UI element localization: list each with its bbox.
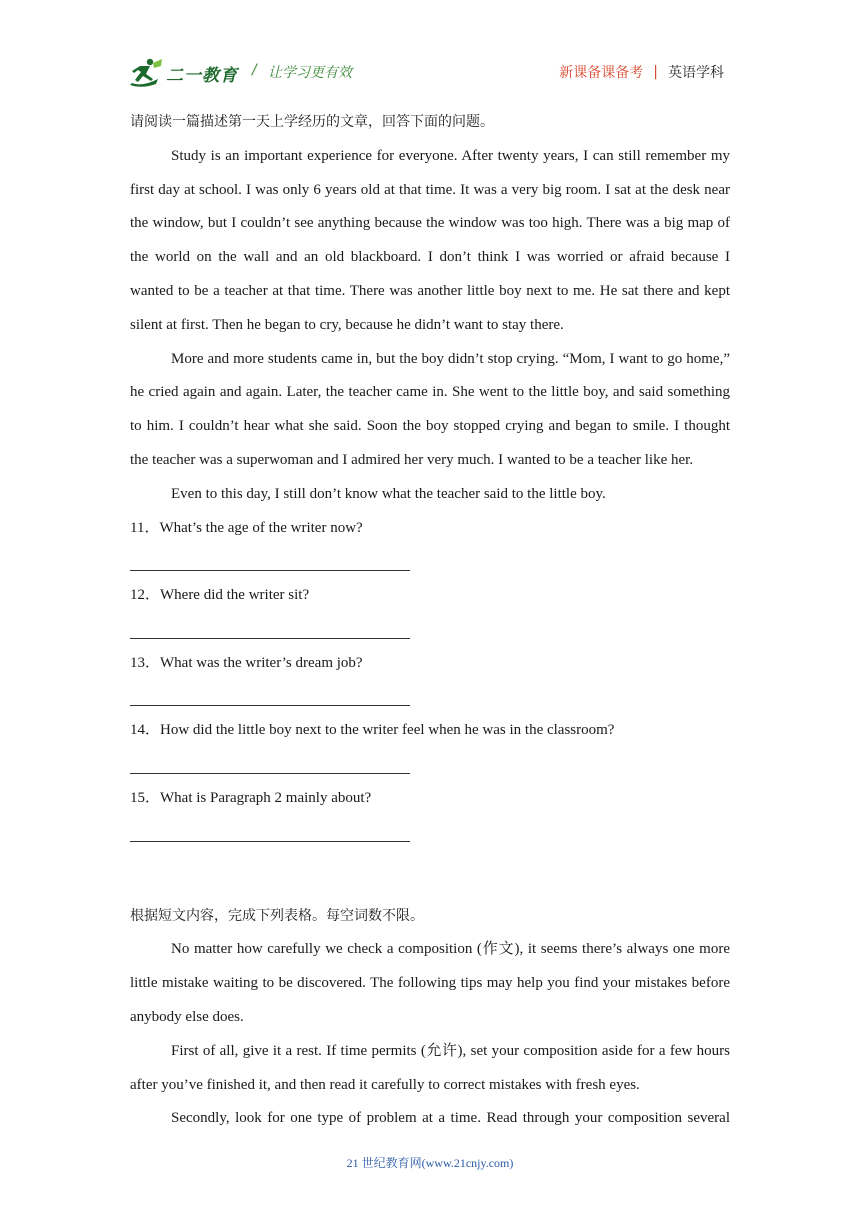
passage-line: No matter how carefully we check a composition (作文), it seems there’s always one more — [171, 941, 730, 958]
passage-line: he cried again and again. Later, the teacher came in. She went to the little boy, and said something — [130, 384, 730, 401]
passage-line: the world on the wall and an old blackboard. I don’t think I was worried or afraid because I — [130, 249, 730, 266]
question-15: 15．What is Paragraph 2 mainly about? — [130, 789, 372, 806]
passage-line: to him. I couldn’t hear what she said. Soon the boy stopped crying and began to smile. I thought — [130, 418, 730, 435]
passage-line: the window, but I couldn’t see anything because the window was too high. There was a big map of — [130, 215, 730, 232]
passage-line: Study is an important experience for everyone. After twenty years, I can still remember my — [171, 147, 730, 164]
answer-blank-13[interactable] — [130, 681, 730, 715]
subject-label: 英语学科 — [668, 65, 724, 81]
page-footer: 21 世纪教育网(www.21cnjy.com) — [346, 1156, 514, 1170]
passage-line: first day at school. I was only 6 years old at that time. It was a very big room. I sat at the desk near — [130, 181, 730, 198]
passage-line: the teacher was a superwoman and I admired her very much. I wanted to be a teacher like her. — [130, 451, 694, 468]
reading-instruction: 请阅读一篇描述第一天上学经历的文章，回答下面的问题。 — [130, 114, 494, 130]
slogan: 让学习更有效 — [268, 65, 352, 81]
runner-logo-icon — [128, 57, 164, 89]
passage-line: anybody else does. — [130, 1008, 244, 1025]
brand-logo — [128, 56, 238, 90]
document-body — [130, 106, 730, 1136]
section-spacer — [130, 850, 730, 900]
passage-line: wanted to be a teacher at that time. There was another little boy next to me. He sat there and kept — [130, 282, 730, 299]
question-11: 11．What’s the age of the writer now? — [130, 519, 363, 536]
answer-blank-12[interactable] — [130, 613, 730, 647]
header-right — [559, 62, 724, 82]
course-label: 新课备课备考 — [559, 65, 644, 81]
table-instruction: 根据短文内容，完成下列表格。每空词数不限。 — [130, 907, 424, 924]
question-13: 13．What was the writer’s dream job? — [130, 654, 363, 671]
passage-line: First of all, give it a rest. If time permits (允许), set your composition aside for a few hours — [171, 1042, 730, 1059]
passage-line: Secondly, look for one type of problem at a time. Read through your composition several — [171, 1110, 730, 1127]
answer-blank-11[interactable] — [130, 545, 730, 579]
passage-line: little mistake waiting to be discovered. The following tips may help you find your mistakes before — [130, 975, 730, 992]
answer-blank-15[interactable] — [130, 816, 730, 850]
passage-line: Even to this day, I still don’t know what the teacher said to the little boy. — [171, 485, 606, 502]
question-12: 12．Where did the writer sit? — [130, 587, 310, 604]
passage-line: after you’ve finished it, and then read it carefully to correct mistakes with fresh eyes. — [130, 1076, 640, 1093]
passage-line: More and more students came in, but the boy didn’t stop crying. “Mom, I want to go home,” — [171, 350, 730, 367]
passage-line: silent at first. Then he began to cry, because he didn’t want to stay there. — [130, 316, 564, 333]
question-14: 14．How did the little boy next to the writer feel when he was in the classroom? — [130, 722, 615, 739]
page-header — [0, 0, 860, 100]
logo-text: 二一教育 — [166, 65, 238, 86]
header-separator: | — [653, 64, 658, 80]
slogan-separator: / — [252, 62, 257, 78]
answer-blank-14[interactable] — [130, 748, 730, 782]
